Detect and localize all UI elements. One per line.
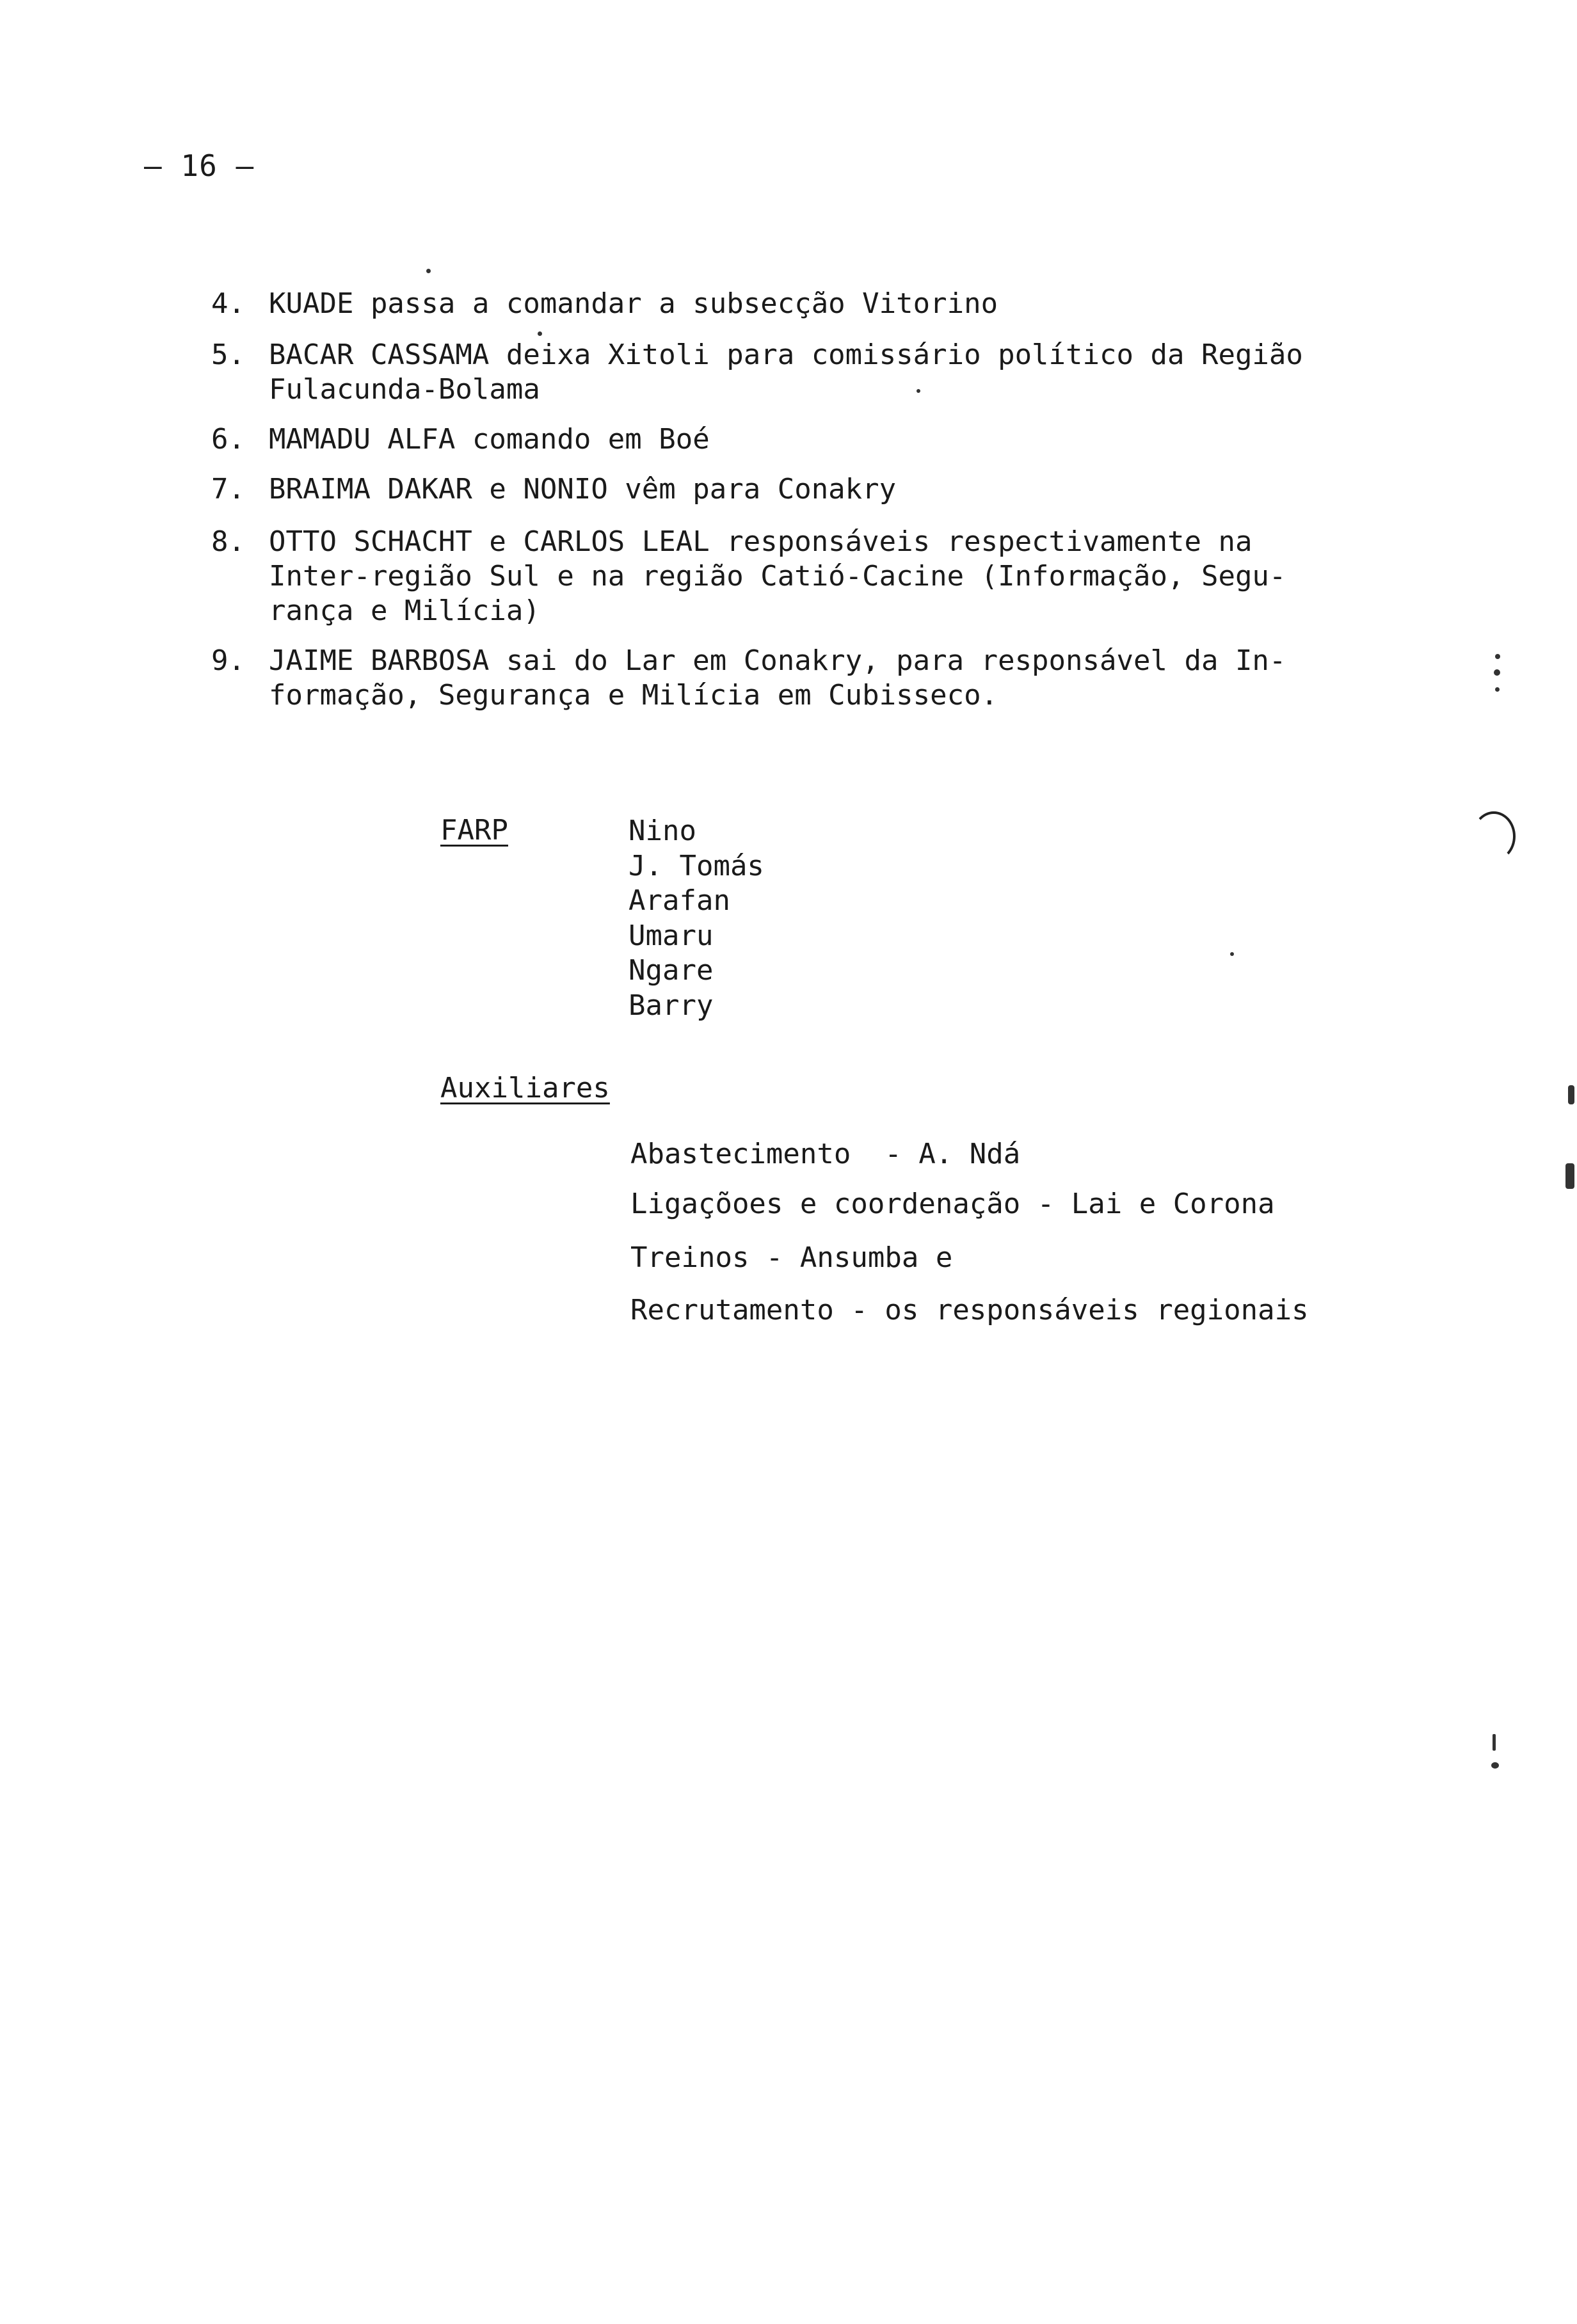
auxiliares-line: Ligaçõoes e coordenação - Lai e Corona: [630, 1188, 1275, 1220]
auxiliares-heading: Auxiliares: [440, 1072, 610, 1104]
farp-name: Nino: [628, 815, 696, 847]
scan-speck: [1491, 1762, 1499, 1769]
scan-speck: [1565, 1163, 1574, 1189]
list-item: [211, 287, 998, 321]
scan-speck: [1495, 687, 1500, 692]
item-text: OTTO SCHACHT e CARLOS LEAL responsáveis respectivamente na Inter-região Sul e na região Catió-Cacine (Informação, Segu- rança e Milícia): [269, 525, 1286, 627]
scan-speck: [1495, 654, 1500, 659]
list-item: [211, 644, 1286, 713]
item-number: 4.: [211, 287, 245, 320]
list-item: [211, 338, 1303, 407]
item-number: 5.: [211, 338, 245, 371]
auxiliares-line: Treinos - Ansumba e: [630, 1241, 953, 1274]
scan-speck: [1494, 669, 1500, 676]
item-number: 7.: [211, 473, 245, 505]
farp-name: Barry: [628, 989, 714, 1022]
farp-name: Umaru: [628, 919, 714, 952]
list-item: [211, 422, 710, 457]
scan-speck: [1230, 952, 1234, 956]
scan-speck: [538, 331, 542, 336]
item-number: 6.: [211, 423, 245, 456]
scan-hole-mark: [1472, 811, 1516, 861]
page-number: — 16 —: [144, 148, 255, 183]
auxiliares-line: Recrutamento - os responsáveis regionais: [630, 1294, 1309, 1326]
farp-name: Ngare: [628, 954, 714, 987]
item-text: MAMADU ALFA comando em Boé: [269, 423, 710, 456]
item-number: 8.: [211, 525, 245, 558]
scan-speck: [1493, 1734, 1496, 1751]
farp-name: J. Tomás: [628, 849, 764, 882]
scan-speck: [1568, 1085, 1574, 1104]
scan-speck: [426, 269, 431, 273]
farp-name-list: [628, 814, 764, 1023]
item-text: BACAR CASSAMA deixa Xitoli para comissário político da Região Fulacunda-Bolama: [269, 338, 1303, 406]
farp-name: Arafan: [628, 884, 730, 917]
scan-speck: [917, 389, 920, 393]
list-item: [211, 525, 1286, 628]
item-text: BRAIMA DAKAR e NONIO vêm para Conakry: [269, 473, 897, 505]
item-number: 9.: [211, 644, 245, 677]
list-item: [211, 472, 896, 507]
farp-heading: FARP: [440, 814, 508, 847]
auxiliares-line: Abastecimento - A. Ndá: [630, 1138, 1021, 1170]
item-text: JAIME BARBOSA sai do Lar em Conakry, para responsável da In- formação, Segurança e Milícia em Cubisseco.: [269, 644, 1286, 712]
item-text: KUADE passa a comandar a subsecção Vitorino: [269, 287, 998, 320]
